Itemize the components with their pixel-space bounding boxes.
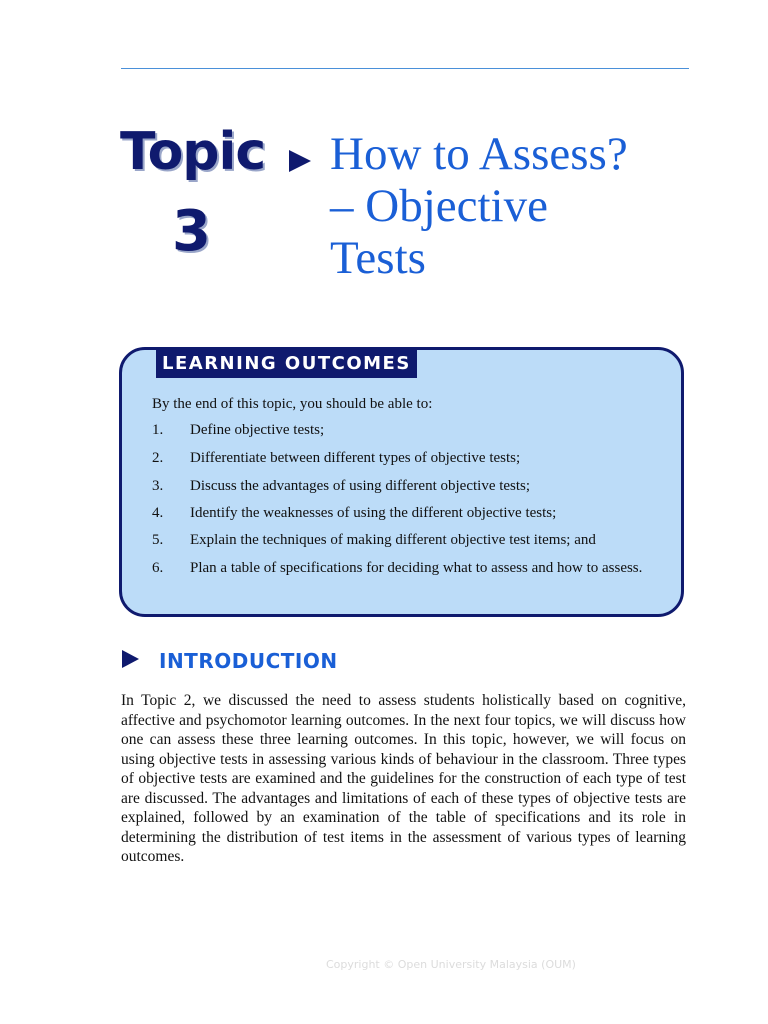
copyright-watermark: Copyright © Open University Malaysia (OUM): [326, 958, 576, 971]
top-rule: [121, 68, 689, 69]
list-item-number: 3.: [152, 478, 164, 494]
list-item-text: Define objective tests;: [190, 422, 325, 438]
triangle-arrow-icon: [122, 650, 139, 668]
learning-outcomes-intro: By the end of this topic, you should be able to:: [152, 396, 433, 412]
list-item-text: Explain the techniques of making different objective test items; and: [190, 532, 596, 548]
list-item-text: Plan a table of specifications for deciding what to assess and how to assess.: [190, 560, 643, 576]
triangle-arrow-icon: [289, 150, 311, 172]
topic-label: Topic: [120, 122, 266, 182]
list-item-number: 5.: [152, 532, 164, 548]
list-item-number: 4.: [152, 505, 164, 521]
topic-title: [330, 128, 730, 284]
list-item-number: 2.: [152, 450, 164, 466]
introduction-paragraph: In Topic 2, we discussed the need to assess students holistically based on cognitive, affective and psychomotor learning outcomes. In the next four topics, we will discuss how one can assess these three learning outcomes. In this topic, however, we will focus on using objective tests in assessing various kinds of behaviour in the classroom. Three types of objective tests are examined and the guidelines for the construction of each type of test are discussed. The advantages and limitations of each of these types of objective tests are explained, followed by an examination of the table of specifications and its role in determining the distribution of test items in the assessment of various types of learning outcomes.: [121, 692, 686, 865]
list-item-number: 1.: [152, 422, 164, 438]
list-item-text: Differentiate between different types of objective tests;: [190, 450, 521, 466]
title-line-2: – Objective: [330, 180, 548, 232]
topic-number: 3: [172, 199, 211, 264]
learning-outcomes-header: LEARNING OUTCOMES: [156, 350, 417, 378]
list-item-text: Identify the weaknesses of using the different objective tests;: [190, 505, 557, 521]
title-line-1: How to Assess?: [330, 128, 628, 180]
title-line-3: Tests: [330, 232, 426, 284]
introduction-heading: INTRODUCTION: [159, 649, 338, 673]
list-item-text: Discuss the advantages of using different objective tests;: [190, 478, 531, 494]
list-item-number: 6.: [152, 560, 164, 576]
